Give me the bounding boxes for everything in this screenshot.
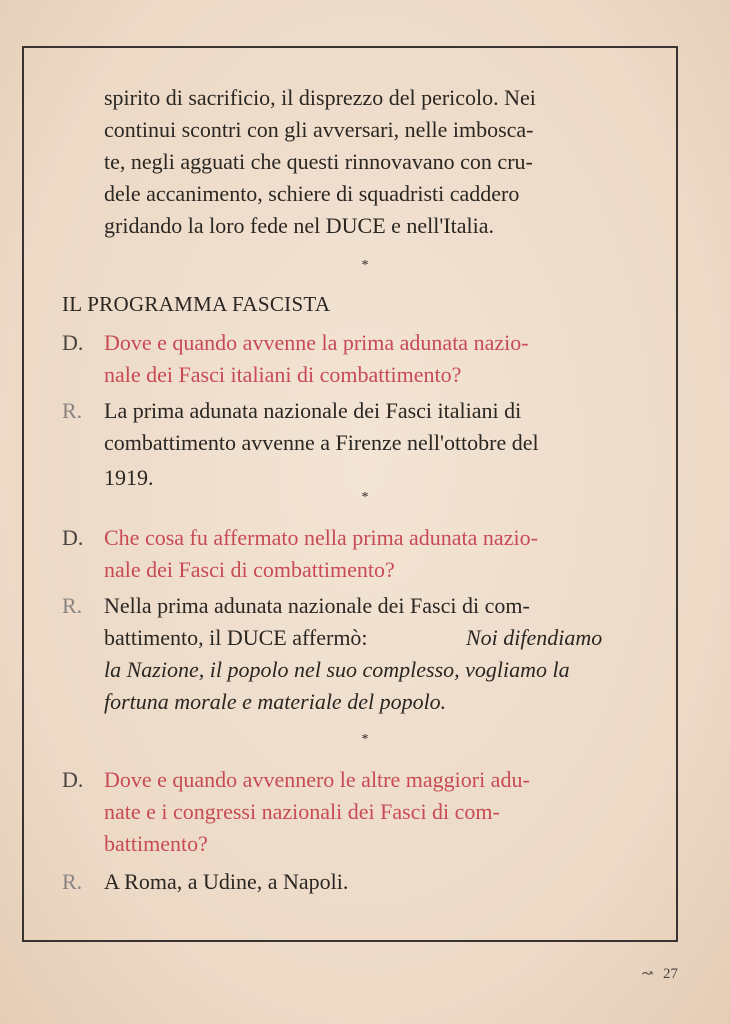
answer-quote-line: Noi difendiamo	[466, 625, 603, 650]
intro-line: te, negli agguati che questi rinnovavano con cru-	[104, 149, 533, 174]
answer-quote-line: fortuna morale e materiale del popolo.	[104, 689, 447, 714]
page-footer	[642, 966, 678, 983]
answer-marker: R.	[62, 593, 83, 618]
answer-line: 1919.	[104, 465, 154, 490]
question-line: battimento?	[104, 831, 208, 856]
section-divider-star: *	[361, 490, 369, 505]
answer-line: La prima adunata nazionale dei Fasci italiani di	[104, 398, 522, 423]
question-marker: D.	[62, 330, 84, 355]
answer-marker: R.	[62, 398, 83, 423]
question-marker: D.	[62, 525, 84, 550]
section-divider-star: *	[361, 732, 369, 747]
answer-line: battimento, il DUCE affermò:	[104, 625, 368, 650]
question-line: Dove e quando avvenne la prima adunata nazio-	[104, 330, 529, 355]
page-number: 27	[663, 966, 678, 982]
ornament-icon: ↝	[641, 967, 654, 982]
intro-line: spirito di sacrificio, il disprezzo del pericolo. Nei	[104, 85, 536, 110]
question-line: nale dei Fasci italiani di combattimento?	[104, 362, 462, 387]
answer-quote-line: la Nazione, il popolo nel suo complesso, vogliamo la	[104, 657, 570, 682]
answer-line: combattimento avvenne a Firenze nell'ottobre del	[104, 430, 539, 455]
question-line: Dove e quando avvennero le altre maggiori adu-	[104, 767, 530, 792]
intro-line: gridando la loro fede nel DUCE e nell'Italia.	[104, 213, 495, 238]
answer-line: Nella prima adunata nazionale dei Fasci di com-	[104, 593, 530, 618]
section-title: IL PROGRAMMA FASCISTA	[62, 292, 331, 316]
question-line: Che cosa fu affermato nella prima adunata nazio-	[104, 525, 538, 550]
question-line: nate e i congressi nazionali dei Fasci di com-	[104, 799, 500, 824]
answer-line: A Roma, a Udine, a Napoli.	[104, 869, 349, 894]
question-line: nale dei Fasci di combattimento?	[104, 557, 395, 582]
answer-marker: R.	[62, 869, 83, 894]
question-marker: D.	[62, 767, 84, 792]
section-divider-star: *	[361, 258, 369, 273]
intro-line: continui scontri con gli avversari, nelle imbosca-	[104, 117, 534, 142]
intro-line: dele accanimento, schiere di squadristi caddero	[104, 181, 520, 206]
